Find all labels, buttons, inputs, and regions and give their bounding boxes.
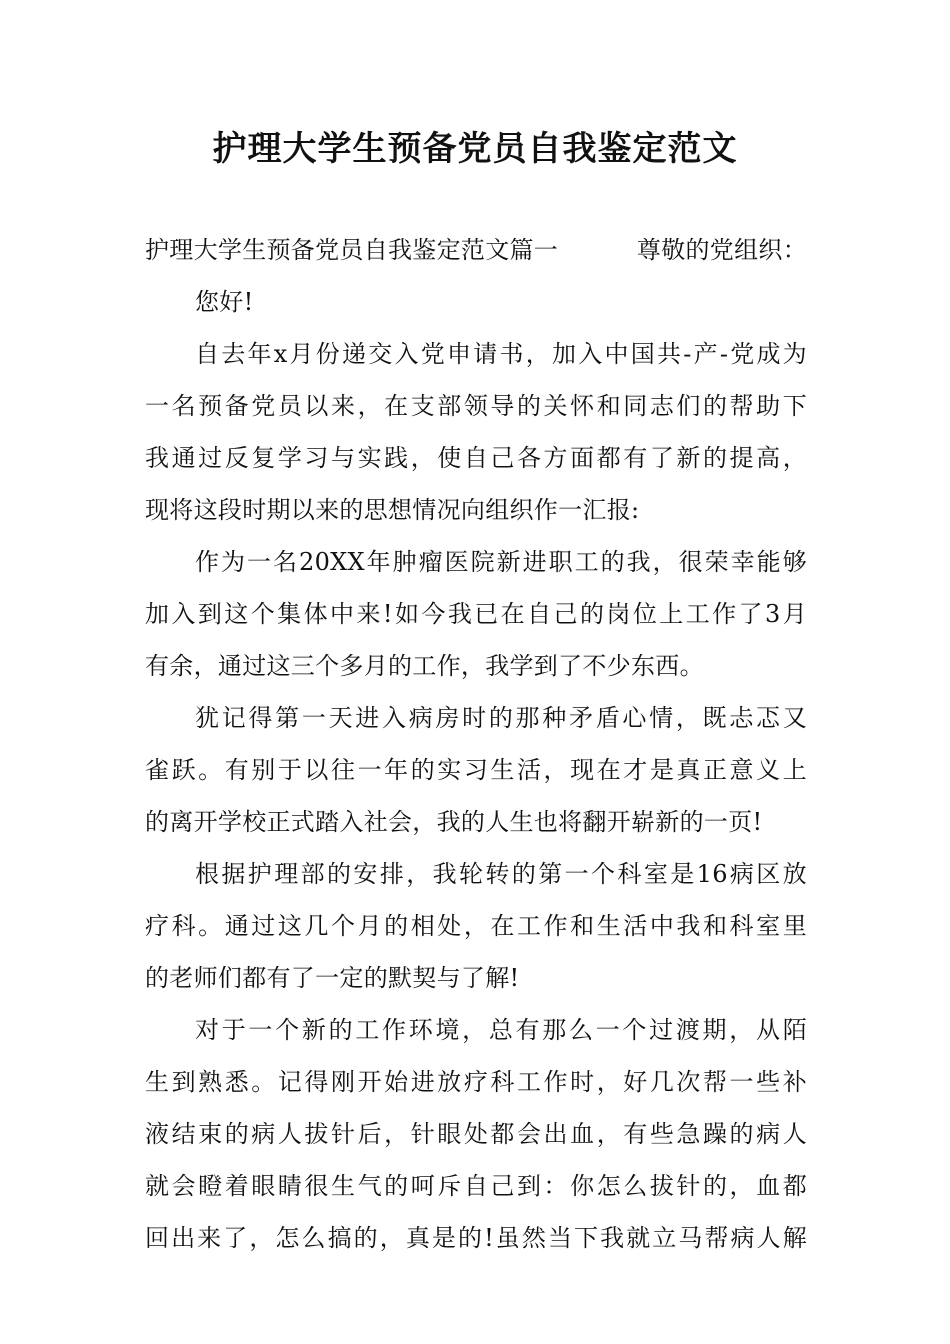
paragraph-line: 现将这段时期以来的思想情况向组织作一汇报: (145, 496, 640, 524)
paragraph-line: 就会瞪着眼睛很生气的呵斥自己到：你怎么拔针的，血都 (145, 1172, 807, 1200)
paragraph-line: 一名预备党员以来，在支部领导的关怀和同志们的帮助下 (145, 392, 807, 420)
greeting: 您好! (195, 288, 254, 316)
paragraph-line: 疗科。通过这几个月的相处，在工作和生活中我和科室里 (145, 912, 807, 940)
paragraph-line: 回出来了，怎么搞的，真是的!虽然当下我就立马帮病人解 (145, 1224, 807, 1252)
paragraph-line: 根据护理部的安排，我轮转的第一个科室是16病区放 (195, 860, 807, 888)
section-heading: 护理大学生预备党员自我鉴定范文篇一 (145, 236, 559, 264)
paragraph-line: 生到熟悉。记得刚开始进放疗科工作时，好几次帮一些补 (145, 1068, 807, 1096)
paragraph-line: 犹记得第一天进入病房时的那种矛盾心情，既忐忑又 (195, 704, 807, 732)
salutation: 尊敬的党组织： (636, 236, 807, 264)
paragraph-line: 雀跃。有别于以往一年的实习生活，现在才是真正意义上 (145, 756, 807, 784)
paragraph-line: 自去年x月份递交入党申请书，加入中国共-产-党成为 (195, 340, 807, 368)
paragraph-line: 的离开学校正式踏入社会，我的人生也将翻开崭新的一页! (145, 808, 763, 836)
document-title: 护理大学生预备党员自我鉴定范文 (212, 129, 738, 169)
paragraph-line: 液结束的病人拔针后，针眼处都会出血，有些急躁的病人 (145, 1120, 807, 1148)
paragraph-line: 加入到这个集体中来!如今我已在自己的岗位上工作了3月 (145, 600, 807, 628)
paragraph-line: 我通过反复学习与实践，使自己各方面都有了新的提高， (145, 444, 807, 472)
document-header-line (145, 224, 807, 276)
paragraph-line: 的老师们都有了一定的默契与了解! (145, 964, 520, 992)
paragraph-line: 对于一个新的工作环境，总有那么一个过渡期，从陌 (195, 1016, 807, 1044)
document-body (145, 224, 807, 1264)
paragraph-line: 有余，通过这三个多月的工作，我学到了不少东西。 (145, 652, 704, 680)
paragraph-line: 作为一名20XX年肿瘤医院新进职工的我，很荣幸能够 (195, 548, 807, 576)
